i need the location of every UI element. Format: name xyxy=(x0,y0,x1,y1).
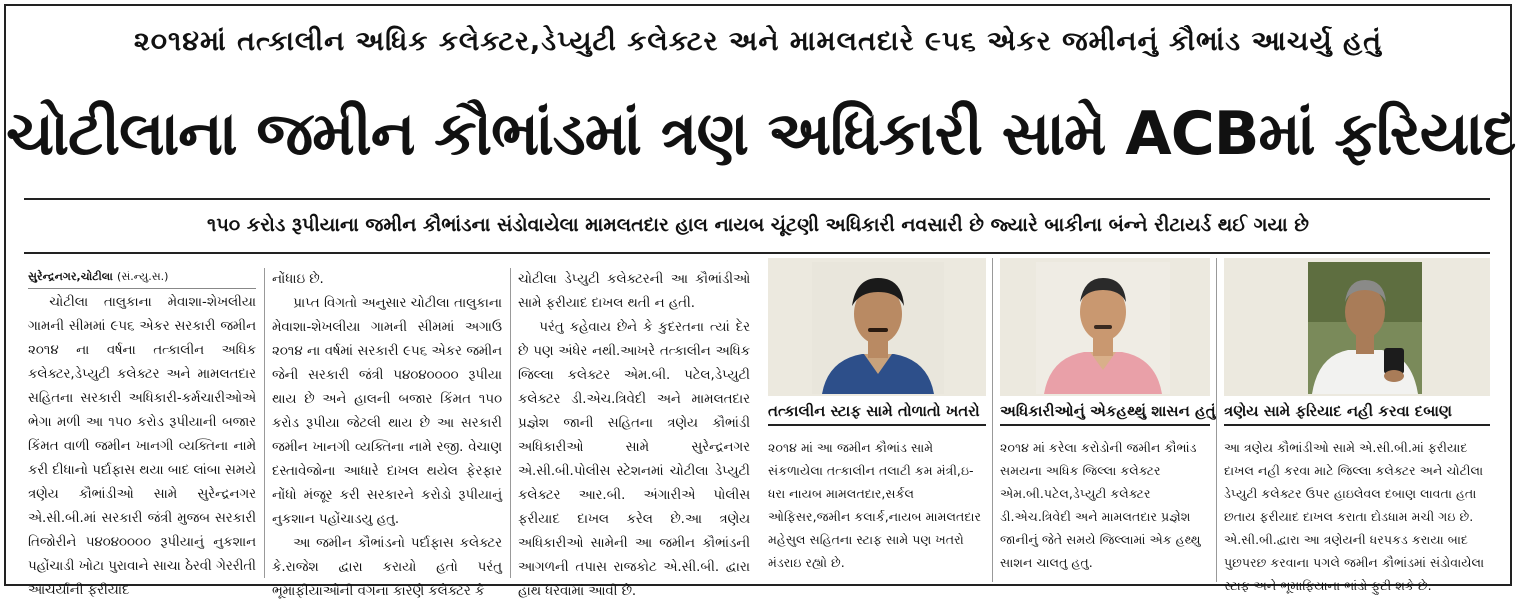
byline xyxy=(28,268,256,289)
article-paragraph: પરંતુ કહેવાય છેને કે કુદરતના ત્યાં દેર છે પણ અંધેર નથી.આખરે તત્કાલીન અધિક જિલ્લા કલેક્ટર એમ.બી. પટેલ,ડેપ્યુટી કલેક્ટર ડી.એચ.ત્રિવેદી અને મામલતદાર પ્રજ્ઞેશ જાની સહિતના ત્રણેય કૌભાંડી અધિકારીઓ સામે સુરેન્દ્રનગર એ.સી.બી.પોલીસ સ્ટેશનમાં ચોટીલા ડેપ્યુટી કલેક્ટર આર.બી. અંગારીએ પોલીસ ફરીયાદ દાખલ કરેલ છે.આ ત્રણેય અધિકારીઓ સામેની આ જમીન કૌભાંડની આગળની તપાસ રાજકોટ એ.સી.બી. દ્વારા હાથ ધરવામાં આવી છે. xyxy=(518,320,750,599)
column-divider xyxy=(1216,258,1217,582)
byline-place: સુરેન્દ્રનગર,ચોટીલા xyxy=(28,270,113,283)
byline-source: (સં.ન્યુ.સ.) xyxy=(117,270,169,283)
news-clipping xyxy=(4,4,1516,599)
portrait-image xyxy=(1036,262,1170,394)
sidebar-box-2 xyxy=(1000,258,1216,582)
sidebar-body: આ ત્રણેય કૌભાંડીઓ સામે એ.સી.બી.માં ફરીયાદ દાખલ નહી કરવા માટે જિલ્લા કલેક્ટર અને ચોટીલા ડેપ્યુટી કલેક્ટર ઉપર હાઇલેવલ દબાણ લાવતા હતા છતાય ફરીયાદ દાખલ કરાતા દોડધામ મચી ગઇ છે. એ.સી.બી.દ્વારા આ ત્રણેયની ધરપકડ કરાયા બાદ પુછપરછ કરવાના પગલે જમીન કૌભાંડમાં સંડોવાયેલા સ્ટાફ અને ભૂમાફિયાના ભાંડો ફુટી શકે છે. xyxy=(1224,440,1485,593)
sidebar-box-3 xyxy=(1224,258,1490,593)
sidebar-body: ૨૦૧૪ માં આ જમીન કૌભાંડ સામે સંકળાયેલા તત્કાલીન તલાટી કમ મંત્રી,ઇ-ધરા નાયબ મામલતદાર,સર્કલ ઓફિસર,જમીન કલાર્ક,નાયબ મામલતદાર મહેસુલ સહિતના સ્ટાફ સામે પણ ખતરો મંડરાઇ રહ્યો છે. xyxy=(768,440,982,570)
official-photo-3 xyxy=(1308,262,1422,394)
column-divider xyxy=(264,268,265,578)
article-paragraph: ચોટીલા ડેપ્યુટી કલેક્ટરની આ કૌભાંડીઓ સામે ફરીયાદ દાખલ થતી ન હતી. xyxy=(518,272,750,311)
sidebar-title: અધિકારીઓનું એકહથ્થું શાસન હતું xyxy=(1000,402,1210,426)
official-photo-2 xyxy=(1036,262,1170,394)
article-paragraph: નોંધાઇ છે. xyxy=(272,272,324,287)
kicker-headline: ૨૦૧૪માં તત્કાલીન અધિક કલેક્ટર,ડેપ્યુટી કલેક્ટર અને મામલતદારે ૯૫૬ એકર જમીનનું કૌભાંડ આચર્યુ હતું xyxy=(133,26,1383,57)
article-paragraph: આ જમીન કૌભાંડનો પર્દાફાસ કલેક્ટર કે.રાજેશ દ્વારા કરાયો હતો પરંતુ ભૂમાફીયાઓની વગના કારણે કલેક્ટર કે xyxy=(272,536,502,599)
deck-rule xyxy=(24,252,1490,254)
article-paragraph: ચોટીલા તાલુકાના મેવાશા-શેખલીયા ગામની સીમમાં ૯૫૬ એકર સરકારી જમીન ૨૦૧૪ ના વર્ષના તત્કાલીન અધિક કલેક્ટર,ડેપ્યુટી કલેક્ટર અને મામલતદાર સહિતના સરકારી અધિકારી-કર્મચારીઓએ ભેગા મળી આ ૧૫૦ કરોડ રૂપીયાની બજાર કિંમત વાળી જમીન ખાનગી વ્યક્તિના નામે કરી દીધાનો પર્દાફાસ થયા બાદ લાંબા સમયે ત્રણેય કૌભાંડીઓ સામે સુરેન્દ્રનગર એ.સી.બી.માં સરકારી જંત્રી મુજબ સરકારી તિજોરીને ૫૪૦૪૦૦૦૦ રૂપીયાનું નુકશાન પહોંચાડી ખોટા પુરાવાને સાચા ઠેરવી ગેરરીતી આચર્યાની ફરીયાદ xyxy=(28,295,256,598)
sidebar-box-1 xyxy=(768,258,986,582)
article-paragraph: પ્રાપ્ત વિગતો અનુસાર ચોટીલા તાલુકાના મેવાશા-શેખલીયા ગામની સીમમાં અગાઉ ૨૦૧૪ ના વર્ષમાં સરકારી ૯૫૬ એકર જમીન જેની સરકારી જંત્રી ૫૪૦૪૦૦૦૦ રૂપીયા થાય છે અને હાલની બજાર કિંમત ૧૫૦ કરોડ રૂપીયા જેટલી થાય છે આ સરકારી જમીન ખાનગી વ્યક્તિના નામે રજી. વેચાણ દસ્તાવેજોના આધારે દાખલ થયેલ ફેરફાર નોંધો મંજૂર કરી સરકારને કરોડો રૂપીયાનું નુકશાન પહોંચાડયુ હતુ. xyxy=(272,296,502,527)
sidebar-title: તત્કાલીન સ્ટાફ સામે તોળાતો ખતરો xyxy=(768,402,986,426)
sidebar-title: ત્રણેય સામે ફરિયાદ નહી કરવા દબાણ xyxy=(1224,402,1490,426)
article-column-1 xyxy=(28,268,256,598)
column-divider xyxy=(992,258,993,582)
official-photo-1 xyxy=(812,262,944,394)
sidebar-body: ૨૦૧૪ માં કરેલા કરોડોની જમીન કૌભાંડ સમયના અધિક જિલ્લા કલેક્ટર એમ.બી.પટેલ,ડેપ્યુટી કલેક્ટર ડી.એચ.ત્રિવેદી અને મામલતદાર પ્રજ્ઞેશ જાનીનું જેતે સમયે જિલ્લામાં એક હથ્થુ સાશન ચાલતુ હતુ. xyxy=(1000,440,1201,570)
article-column-2 xyxy=(272,268,502,599)
main-headline: ચોટીલાના જમીન કૌભાંડમાં ત્રણ અધિકારી સામે ACBમાં ફરિયાદ xyxy=(6,99,1516,169)
portrait-image xyxy=(812,262,944,394)
article-column-3 xyxy=(518,268,750,599)
deck-subheadline: ૧૫૦ કરોડ રૂપીયાના જમીન કૌભાંડના સંડોવાયેલા મામલતદાર હાલ નાયબ ચૂંટણી અધિકારી નવસારી છે જ્યારે બાકીના બંન્ને રીટાયર્ડ થઈ ગયા છે xyxy=(207,214,1309,236)
portrait-image xyxy=(1308,262,1422,394)
top-rule xyxy=(24,198,1490,200)
column-divider xyxy=(510,268,511,578)
